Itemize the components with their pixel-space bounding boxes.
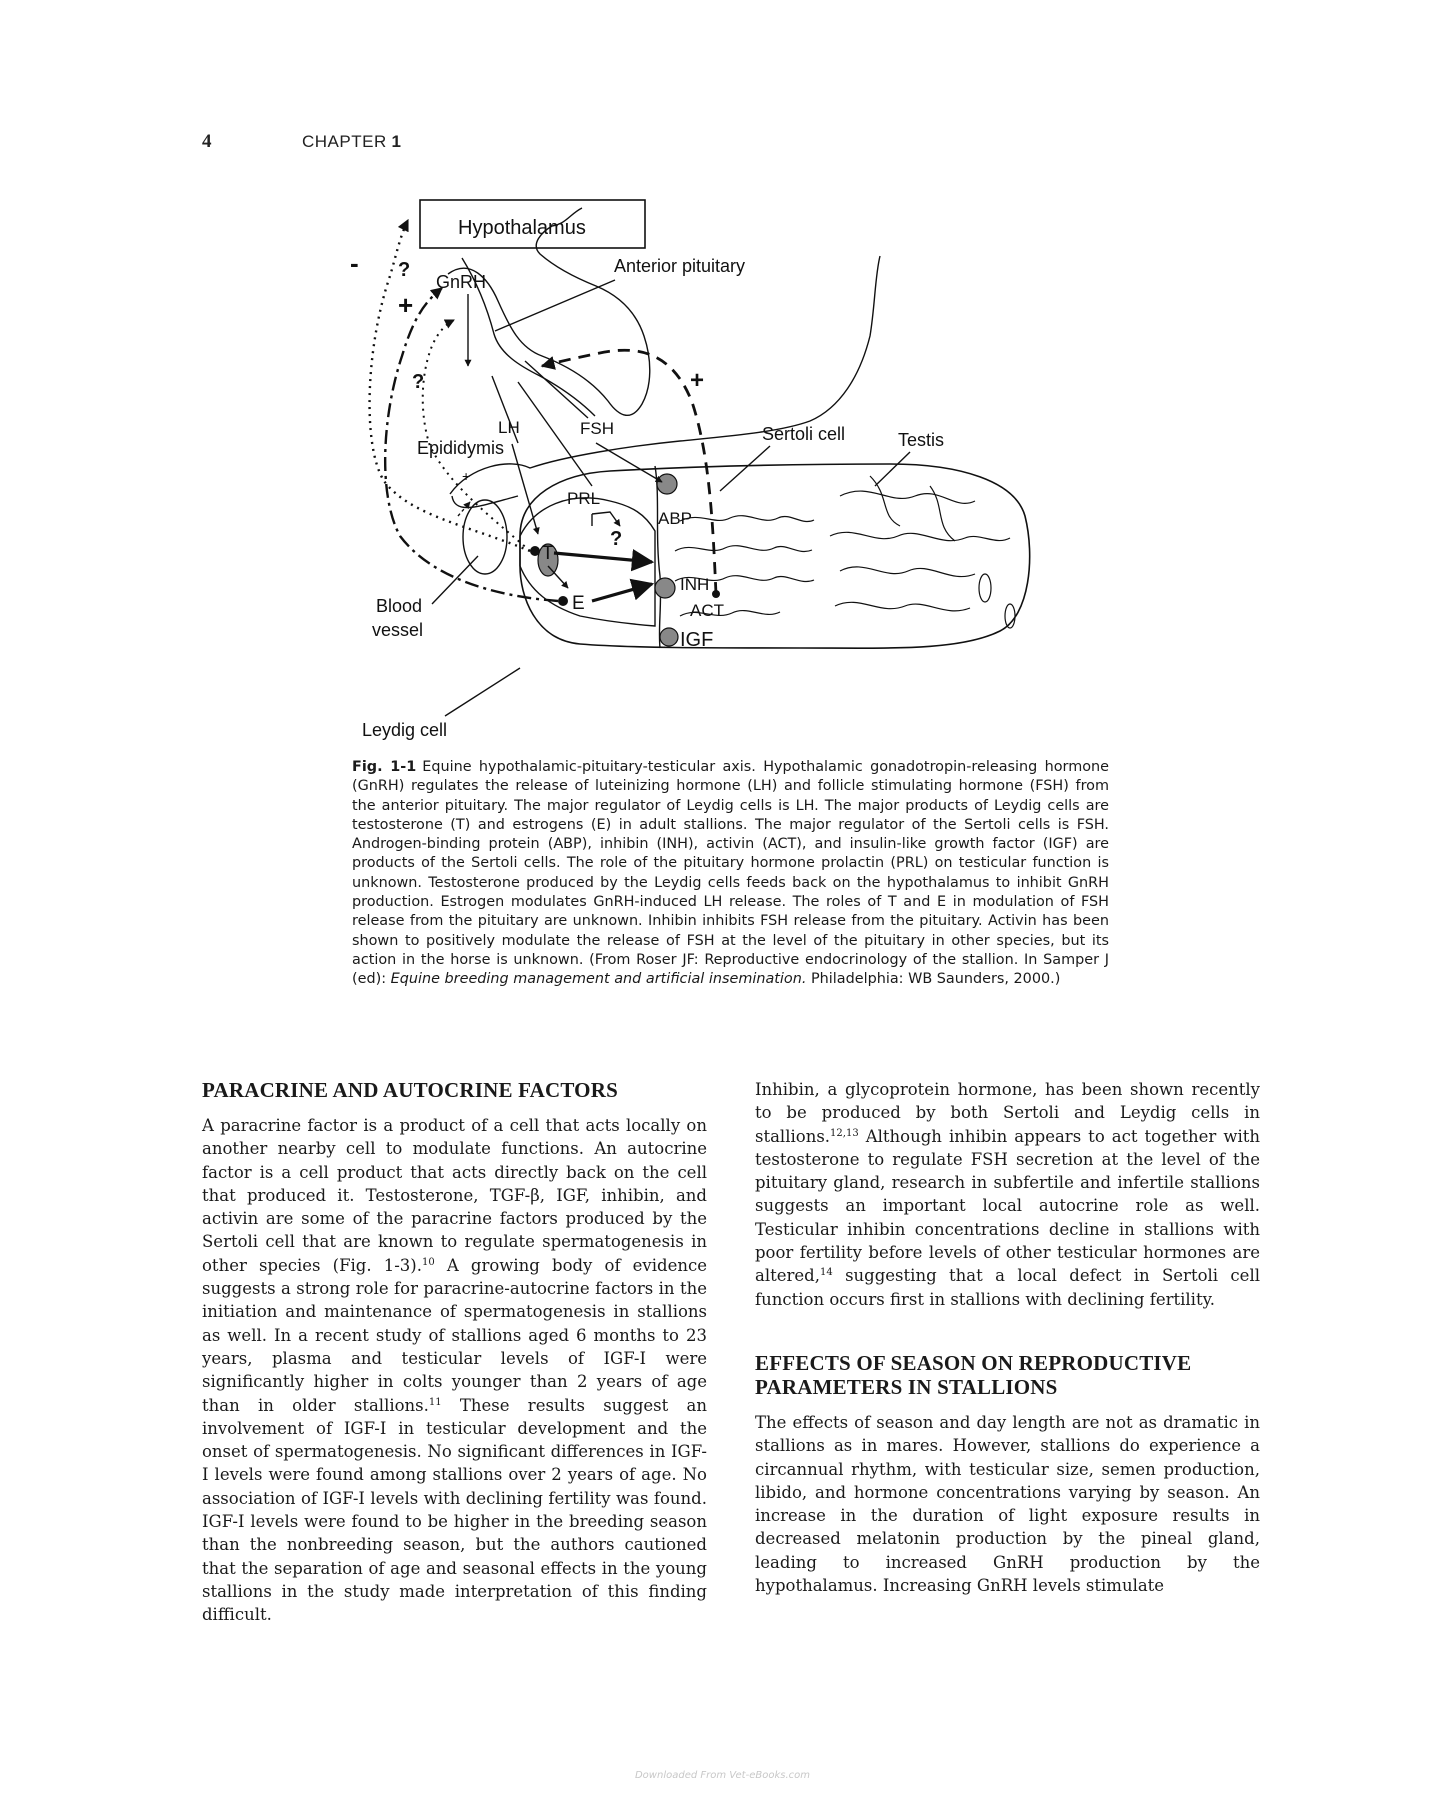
prl-label: PRL (567, 489, 601, 508)
t-to-e-arrow (548, 566, 568, 588)
seminiferous-tubules (675, 476, 1015, 628)
fsh-arrow (596, 443, 662, 482)
plus-small: + (462, 468, 471, 484)
prl-branch (592, 512, 620, 526)
page-number: 4 (202, 131, 212, 152)
sertoli-cell-leader (720, 446, 770, 491)
question-mid: ? (412, 371, 425, 393)
paracrine-text-c: These results suggest an involvement of IGF-I in testicular development and the onset of spermatogenesis. No significant differences in IGF-I levels were found among stallions over 2 years of age. No association of IGF-I levels with declining fertility was found. IGF-I levels were found to be higher in the breeding season than the nonbreeding season, but the authors cautioned that the separation of age and seasonal effects in the young stallions in the study made interpretation of this finding difficult. (202, 1395, 708, 1625)
reference-10: 10 (422, 1256, 435, 1268)
sertoli-cell-label: Sertoli cell (762, 424, 846, 444)
left-column (202, 1078, 707, 1627)
question-top: ? (398, 259, 411, 281)
reference-11: 11 (428, 1396, 442, 1408)
right-column (755, 1078, 1260, 1597)
inhibin-text-c: suggesting that a local defect in Sertoli cell function occurs first in stallions with declining fertility. (755, 1266, 1260, 1309)
figure-number: Fig. 1-1 (352, 759, 417, 775)
season-paragraph: The effects of season and day length are not as dramatic in stallions as in mares. However, stallions do experience a circannual rhythm, with testicular size, semen production, libido, and hormone concentrations varying by season. An increase in the duration of light exposure results in decreased melatonin production by the pineal gland, leading to increased GnRH production by the hypothalamus. Increasing GnRH levels stimulate (755, 1412, 1260, 1596)
igf-label: IGF (680, 629, 714, 651)
act-label: ACT (690, 601, 724, 620)
t-label: T (542, 543, 554, 564)
inhibin-text-a: Inhibin, a glycoprotein hormone, has been shown recently to be produced by both Sertoli and Leydig cells in stallions. (755, 1080, 1260, 1146)
e-to-sertoli-arrow (592, 584, 652, 601)
leydig-cell-leader (445, 668, 520, 716)
paracrine-text-a: A paracrine factor is a product of a cell that acts locally on another nearby cell to modulate functions. An autocrine factor is a cell product that acts directly back on the cell that produced it. Testosterone, TGF-β, IGF, inhibin, and activin are some of the paracrine factors produced by the Sertoli cell that are known to regulate spermatogenesis in other species (Fig. 1-3). (202, 1116, 707, 1275)
lh-arrow (512, 444, 538, 534)
gnrh-label: GnRH (436, 272, 487, 292)
anterior-pituitary-label: Anterior pituitary (614, 256, 746, 276)
plus-top: + (398, 290, 414, 320)
inhibin-text-b: Although inhibin appears to act together with testosterone to regulate FSH secretion at the level of the pituitary gland, research in subfertile and infertile stallions suggests an important local autocrine role as well. Testicular inhibin concentrations decline in stallions with poor fertility before levels of other testicular hormones are altered, (755, 1126, 1260, 1286)
chapter-number: 1 (391, 132, 401, 151)
caption-tail: Philadelphia: WB Saunders, 2000.) (806, 971, 1061, 988)
chapter-label: CHAPTER (302, 132, 387, 151)
reference-12-13: 12,13 (830, 1127, 859, 1139)
inhibin-paragraph (755, 1078, 1260, 1311)
testis-leader (875, 452, 910, 486)
anterior-pituitary-leader (495, 280, 615, 331)
abp-label: ABP (658, 509, 693, 528)
download-watermark: Downloaded From Vet-eBooks.com (634, 1770, 810, 1781)
blood-vessel-label-line1: Blood (376, 596, 423, 616)
t-to-sertoli-arrow (554, 553, 652, 562)
sertoli-boundary (655, 466, 661, 648)
testis-label: Testis (898, 430, 945, 450)
hpt-axis-diagram (350, 196, 1130, 751)
e-dot (558, 596, 568, 606)
lh-label: LH (498, 418, 520, 437)
section-heading-paracrine: PARACRINE AND AUTOCRINE FACTORS (202, 1078, 618, 1102)
figure-caption (352, 758, 1109, 990)
minus-sign: - (350, 248, 359, 278)
cord-line (452, 496, 518, 508)
inh-label: INH (680, 575, 710, 594)
e-label: E (572, 593, 585, 614)
paracrine-paragraph (202, 1114, 707, 1627)
blood-vessel-label-line2: vessel (372, 620, 424, 640)
epididymis-outline (450, 256, 880, 494)
section-heading-season: EFFECTS OF SEASON ON REPRODUCTIVE PARAMETERS IN STALLIONS (755, 1350, 1192, 1399)
caption-book-title: Equine breeding management and artificial insemination. (390, 971, 807, 988)
hypothalamus-label: Hypothalamus (458, 217, 586, 239)
caption-text: Equine hypothalamic-pituitary-testicular axis. Hypothalamic gonadotropin-releasing hormone (GnRH) regulates the release of luteinizing hormone (LH) and follicle stimulating hormone (FSH) from the anterior pituitary. The major regulator of Leydig cells is LH. The major products of Leydig cells are testosterone (T) and estrogens (E) in adult stallions. The major regulator of the Sertoli cells is FSH. Androgen-binding protein (ABP), inhibin (INH), activin (ACT), and insulin-like growth factor (IGF) are products of the Sertoli cells. The role of the pituitary hormone prolactin (PRL) on testicular function is unknown. Testosterone produced by the Leydig cells feeds back on the hypothalamus to inhibit GnRH production. Estrogen modulates GnRH-induced LH release. The roles of T and E in modulation of FSH release from the pituitary are unknown. Inhibin inhibits FSH release from the pituitary. Activin has been shown to positively modulate the release of FSH at the level of the pituitary in other species, but its action in the horse is unknown. (From Roser JF: Reproductive endocrinology of the stallion. In Samper J (ed): (352, 759, 1110, 988)
pituitary-outline (448, 208, 650, 415)
reference-14: 14 (819, 1267, 833, 1279)
leydig-cell-label: Leydig cell (362, 720, 448, 740)
blood-vessel-shape (463, 500, 507, 574)
paracrine-text-b: A growing body of evidence suggests a strong role for paracrine-autocrine factors in the initiation and maintenance of spermatogenesis in stallions as well. In a recent study of stallions aged 6 months to 23 years, plasma and testicular levels of IGF-I were significantly higher in colts younger than 2 years of age than in older stallions. (202, 1255, 707, 1415)
plus-right: + (690, 367, 705, 394)
epididymis-label: Epididymis (417, 438, 505, 458)
running-head (202, 131, 401, 153)
fsh-line (525, 361, 588, 418)
t-dot (530, 546, 540, 556)
prl-question: ? (610, 528, 623, 550)
blood-vessel-leader (432, 556, 478, 604)
fsh-label: FSH (580, 419, 614, 438)
